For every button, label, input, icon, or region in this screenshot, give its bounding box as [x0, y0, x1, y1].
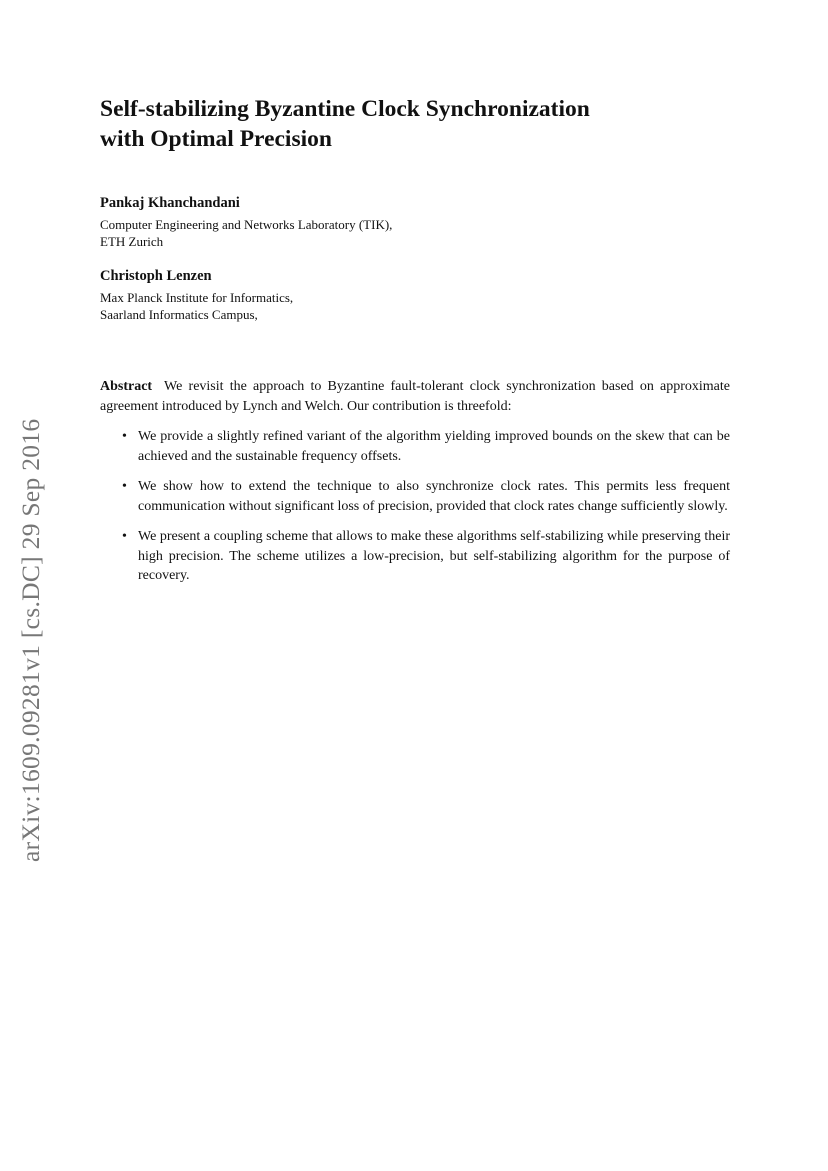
- abstract-heading: Abstract: [100, 379, 153, 394]
- arxiv-identifier-stamp: arXiv:1609.09281v1 [cs.DC] 29 Sep 2016: [16, 418, 45, 862]
- author-name: Christoph Lenzen: [100, 268, 212, 284]
- contribution-list: [100, 427, 730, 586]
- list-item: [100, 477, 730, 516]
- author-affiliation-line: ETH Zurich: [100, 233, 164, 249]
- abstract-section: [100, 377, 730, 597]
- author-name: Pankaj Khanchandani: [100, 195, 240, 211]
- list-item: [100, 527, 730, 586]
- author-block-2: [100, 267, 740, 323]
- list-item-text: We provide a slightly refined variant of the algorithm yielding improved bounds on the skew that can be achieved and the sustainable frequency offsets.: [138, 429, 730, 464]
- abstract-intro-paragraph: [100, 377, 730, 416]
- author-affiliation-line: Saarland Informatics Campus,: [100, 306, 258, 322]
- author-affiliation-line: Max Planck Institute for Informatics,: [100, 290, 294, 305]
- list-item: [100, 427, 730, 466]
- paper-title: [100, 94, 780, 154]
- author-block-1: [100, 194, 740, 250]
- abstract-intro-text: We revisit the approach to Byzantine fault-tolerant clock synchronization based on approximate agreement introduced by Lynch and Welch. Our contribution is threefold:: [100, 379, 730, 414]
- bullet-icon: •: [122, 479, 127, 494]
- list-item-text: We present a coupling scheme that allows to make these algorithms self-stabilizing while preserving their high precision. The scheme utilizes a low-precision, but self-stabilizing algorithm for the purpose of recovery.: [138, 529, 730, 583]
- bullet-icon: •: [122, 529, 127, 544]
- paper-title-line-1: Self-stabilizing Byzantine Clock Synchronization: [100, 96, 590, 122]
- list-item-text: We show how to extend the technique to also synchronize clock rates. This permits less frequent communication without significant loss of precision, provided that clock rates change sufficiently slowly.: [138, 479, 730, 514]
- paper-title-line-2: with Optimal Precision: [100, 126, 332, 152]
- bullet-icon: •: [122, 429, 127, 444]
- author-affiliation-line: Computer Engineering and Networks Laboratory (TIK),: [100, 217, 393, 232]
